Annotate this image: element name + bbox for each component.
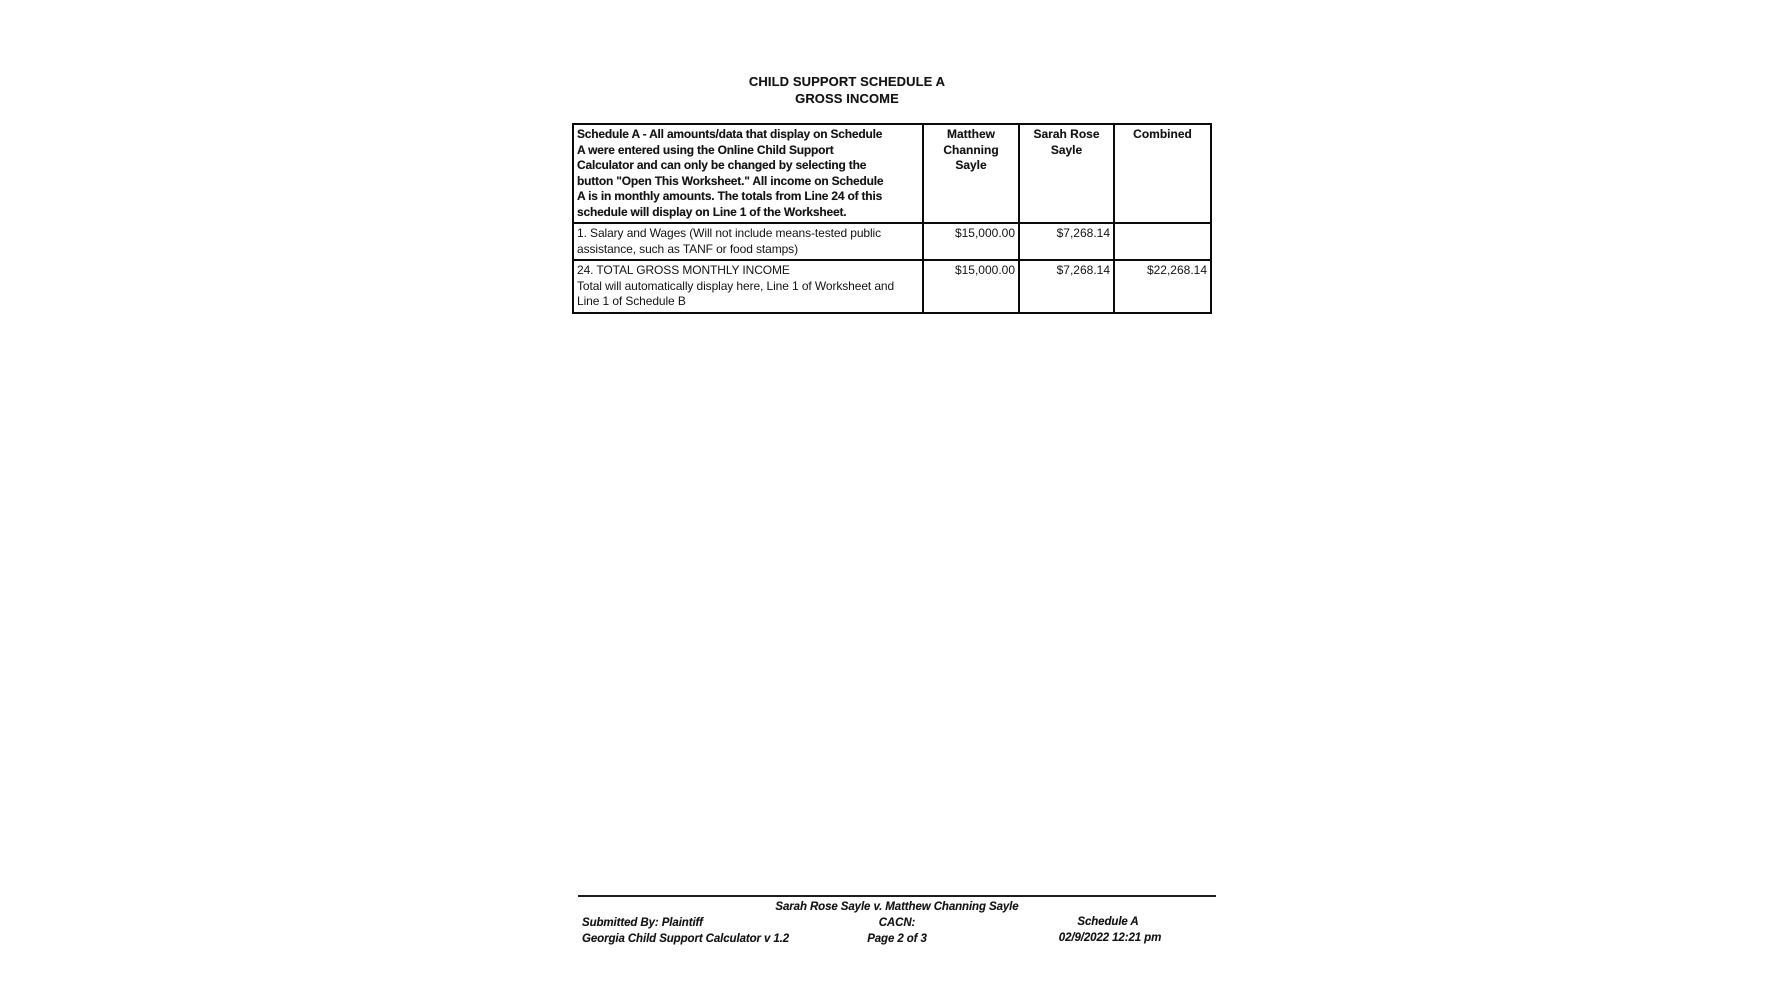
document-title xyxy=(647,73,1047,107)
footer-submitted-by: Submitted By: Plaintiff xyxy=(582,917,703,929)
footer-timestamp: 02/9/2022 12:21 pm xyxy=(1058,932,1162,944)
row-label-total xyxy=(573,260,923,313)
total-amount-combined: $22,268.14 xyxy=(1114,260,1211,313)
footer-divider-line xyxy=(578,895,1216,897)
salary-amount-father: $15,000.00 xyxy=(923,223,1019,260)
total-amount-father: $15,000.00 xyxy=(923,260,1019,313)
row-label-line: assistance, such as TANF or food stamps) xyxy=(577,241,798,256)
row-label-line: 24. TOTAL GROSS MONTHLY INCOME xyxy=(577,263,790,277)
footer-schedule-name: Schedule A xyxy=(1077,916,1139,928)
footer-page-number: Page 2 of 3 xyxy=(867,933,927,945)
total-amount-mother: $7,268.14 xyxy=(1019,260,1114,313)
table-header-description xyxy=(573,124,923,223)
footer-case-caption: Sarah Rose Sayle v. Matthew Channing Sayle xyxy=(775,901,1019,913)
column-header-father: Matthew Channing Sayle xyxy=(923,124,1019,223)
footer-cacn-label: CACN: xyxy=(878,917,916,929)
table-row-salary-and-wages xyxy=(573,223,1211,260)
salary-amount-combined xyxy=(1114,223,1211,260)
row-label-line: Line 1 of Schedule B xyxy=(577,294,686,308)
description-line: A is in monthly amounts. The totals from Line 24 of this xyxy=(577,189,883,203)
schedule-a-table xyxy=(572,123,1212,314)
row-label-line: Total will automatically display here, Line 1 of Worksheet and xyxy=(577,278,895,293)
title-line-gross-income: GROSS INCOME xyxy=(795,91,899,106)
description-line: button "Open This Worksheet." All income on Schedule xyxy=(577,173,884,188)
description-line: Calculator and can only be changed by selecting the xyxy=(577,158,867,172)
description-line: schedule will display on Line 1 of the Worksheet. xyxy=(577,204,847,219)
footer-calculator-version: Georgia Child Support Calculator v 1.2 xyxy=(582,933,790,945)
description-line: A were entered using the Online Child Support xyxy=(577,142,834,157)
description-line: Schedule A - All amounts/data that display on Schedule xyxy=(577,127,883,141)
column-header-combined: Combined xyxy=(1114,124,1211,223)
row-label-line: 1. Salary and Wages (Will not include means-tested public xyxy=(577,226,882,240)
title-line-schedule: CHILD SUPPORT SCHEDULE A xyxy=(748,74,946,89)
table-row-total-gross-income xyxy=(573,260,1211,313)
column-header-mother: Sarah Rose Sayle xyxy=(1019,124,1114,223)
row-label-salary xyxy=(573,223,923,260)
salary-amount-mother: $7,268.14 xyxy=(1019,223,1114,260)
table-header-row xyxy=(573,124,1211,223)
